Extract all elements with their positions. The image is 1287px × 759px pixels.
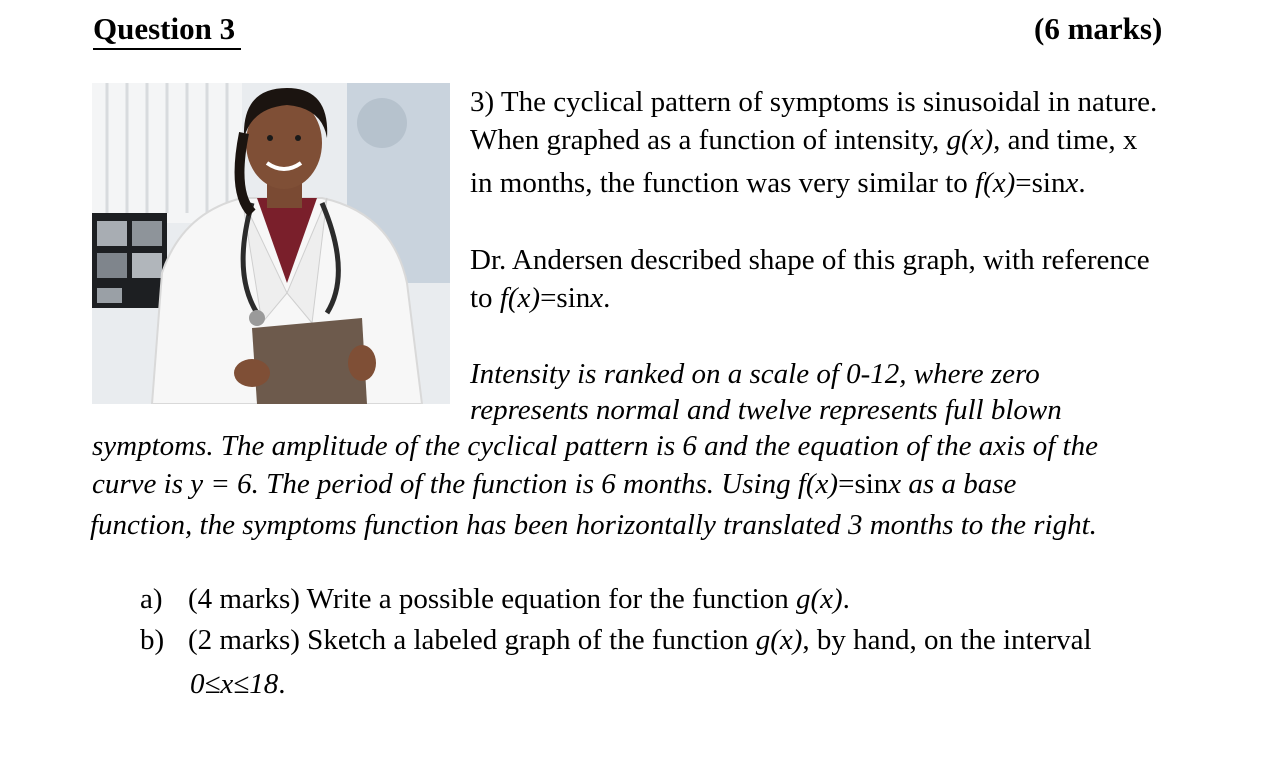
intro-text: , and time, x <box>993 124 1138 156</box>
intro-text: in months, the function was very similar to <box>470 167 976 199</box>
math-f-of-x: f(x) <box>975 167 1016 199</box>
intensity-line-5: function, the symptoms function has been horizontally translated 3 months to the right. <box>90 509 1097 541</box>
intensity-line-4 <box>92 465 1016 503</box>
intro-text: When graphed as a function of intensity, <box>470 124 947 156</box>
math-var-x: x <box>888 468 902 500</box>
period: . <box>603 282 611 314</box>
math-equals-sin: =sin <box>838 468 889 500</box>
math-g-of-x: g(x) <box>755 624 803 656</box>
intensity-text: curve is y = 6. The period of the function is 6 months. Using <box>92 468 798 500</box>
question-a-label: a) <box>140 583 163 615</box>
doctor-photo <box>92 83 450 404</box>
math-var-x: x <box>1065 167 1079 199</box>
intro-line-3 <box>470 164 1086 202</box>
period: . <box>278 668 286 700</box>
math-equals-sin: =sin <box>540 282 591 314</box>
question-title: Question 3 <box>93 10 241 50</box>
intro-line-2 <box>470 121 1137 159</box>
description-text: to <box>470 282 500 314</box>
description-line-2 <box>470 279 610 317</box>
question-marks: (6 marks) <box>1034 11 1163 46</box>
period: . <box>1078 167 1086 199</box>
intensity-line-3: symptoms. The amplitude of the cyclical pattern is 6 and the equation of the axis of the <box>92 430 1098 462</box>
math-interval: 0≤x≤18 <box>190 668 279 700</box>
question-text: , by hand, on the interval <box>802 624 1092 656</box>
question-a-text <box>188 580 850 618</box>
intro-line-1: 3) The cyclical pattern of symptoms is sinusoidal in nature. <box>470 86 1158 118</box>
intensity-line-1: Intensity is ranked on a scale of 0-12, where zero <box>470 358 1040 390</box>
description-line-1: Dr. Andersen described shape of this graph, with reference <box>470 244 1150 276</box>
math-equals-sin: =sin <box>1015 167 1066 199</box>
question-text: (2 marks) Sketch a labeled graph of the function <box>188 624 756 656</box>
math-var-x: x <box>590 282 604 314</box>
question-b-interval <box>190 665 285 703</box>
math-f-of-x: f(x) <box>499 282 541 314</box>
question-b-label: b) <box>140 624 165 656</box>
period: . <box>842 583 850 615</box>
math-g-of-x: g(x) <box>946 124 994 156</box>
question-b-text <box>188 621 1092 659</box>
intensity-text: as a base <box>901 468 1017 500</box>
question-text: (4 marks) Write a possible equation for the function <box>188 583 796 615</box>
doctor-illustration <box>92 83 450 404</box>
math-f-of-x: f(x) <box>797 468 839 500</box>
math-g-of-x: g(x) <box>795 583 843 615</box>
intensity-line-2: represents normal and twelve represents full blown <box>470 394 1062 426</box>
